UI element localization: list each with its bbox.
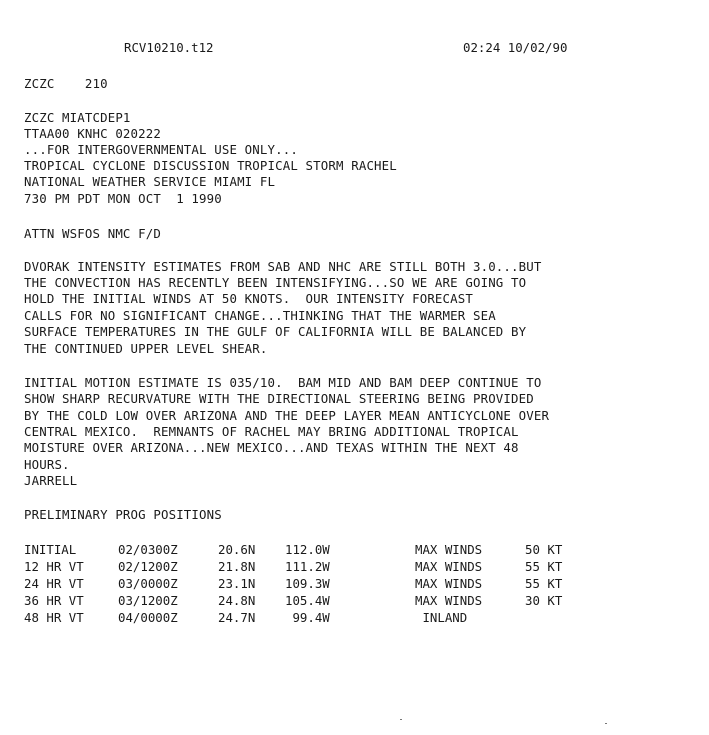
forecast-label: INITIAL [24, 542, 77, 557]
table-row [24, 541, 562, 558]
bulletin-line: ...FOR INTERGOVERNMENTAL USE ONLY... [24, 142, 298, 157]
paragraph-line: CALLS FOR NO SIGNIFICANT CHANGE...THINKING THAT THE WARMER SEA [24, 308, 496, 323]
longitude: 109.3W [285, 576, 330, 591]
zczc-line: ZCZC 210 [24, 76, 108, 91]
bulletin-line: NATIONAL WEATHER SERVICE MIAMI FL [24, 174, 276, 189]
winds-label: MAX WINDS [415, 593, 483, 608]
valid-time: 02/0300Z [118, 542, 178, 557]
issue-datetime: 730 PM PDT MON OCT 1 1990 [24, 191, 222, 206]
paragraph-line: MOISTURE OVER ARIZONA...NEW MEXICO...AND TEXAS WITHIN THE NEXT 48 [24, 440, 519, 455]
forecast-label: 48 HR VT [24, 610, 84, 625]
valid-time: 03/0000Z [118, 576, 178, 591]
paragraph-line: DVORAK INTENSITY ESTIMATES FROM SAB AND NHC ARE STILL BOTH 3.0...BUT [24, 259, 542, 274]
prog-positions-table [24, 541, 562, 626]
winds-label: MAX WINDS [415, 559, 483, 574]
valid-time: 03/1200Z [118, 593, 178, 608]
paragraph-line: INITIAL MOTION ESTIMATE IS 035/10. BAM MID AND BAM DEEP CONTINUE TO [24, 375, 542, 390]
paragraph-line: THE CONVECTION HAS RECENTLY BEEN INTENSIFYING...SO WE ARE GOING TO [24, 275, 527, 290]
winds-value: 55 KT [525, 559, 563, 574]
table-row [24, 558, 562, 575]
latitude: 24.7N [218, 610, 256, 625]
winds-value: 55 KT [525, 576, 563, 591]
paragraph-line: HOLD THE INITIAL WINDS AT 50 KNOTS. OUR INTENSITY FORECAST [24, 291, 473, 306]
bulletin-title: TROPICAL CYCLONE DISCUSSION TROPICAL STORM RACHEL [24, 158, 397, 173]
scan-speck [400, 719, 402, 720]
bulletin-line: TTAA00 KNHC 020222 [24, 126, 161, 141]
longitude: 112.0W [285, 542, 330, 557]
table-row [24, 575, 562, 592]
paragraph-line: HOURS. [24, 457, 70, 472]
longitude: 99.4W [285, 610, 330, 625]
latitude: 21.8N [218, 559, 256, 574]
paragraph-line: CENTRAL MEXICO. REMNANTS OF RACHEL MAY BRING ADDITIONAL TROPICAL [24, 424, 519, 439]
winds-label: MAX WINDS [415, 576, 483, 591]
valid-time: 02/1200Z [118, 559, 178, 574]
winds-label: INLAND [415, 610, 468, 625]
forecast-label: 36 HR VT [24, 593, 84, 608]
file-id: RCV10210.t12 [124, 40, 214, 55]
latitude: 20.6N [218, 542, 256, 557]
winds-value [525, 609, 562, 626]
winds-value: 50 KT [525, 542, 563, 557]
forecast-label: 12 HR VT [24, 559, 84, 574]
paragraph-line: THE CONTINUED UPPER LEVEL SHEAR. [24, 341, 268, 356]
prog-positions-title: PRELIMINARY PROG POSITIONS [24, 507, 222, 522]
bulletin-line: ZCZC MIATCDEP1 [24, 110, 131, 125]
latitude: 23.1N [218, 576, 256, 591]
table-row [24, 592, 562, 609]
latitude: 24.8N [218, 593, 256, 608]
scan-speck [605, 723, 607, 724]
longitude: 111.2W [285, 559, 330, 574]
forecast-label: 24 HR VT [24, 576, 84, 591]
transmission-time: 02:24 10/02/90 [463, 40, 568, 55]
paragraph-line: SURFACE TEMPERATURES IN THE GULF OF CALIFORNIA WILL BE BALANCED BY [24, 324, 527, 339]
paragraph-line: BY THE COLD LOW OVER ARIZONA AND THE DEEP LAYER MEAN ANTICYCLONE OVER [24, 408, 550, 423]
forecaster-signature: JARRELL [24, 473, 78, 488]
table-row [24, 609, 562, 626]
attn-line: ATTN WSFOS NMC F/D [24, 226, 161, 241]
longitude: 105.4W [285, 593, 330, 608]
winds-label: MAX WINDS [415, 542, 483, 557]
paragraph-line: SHOW SHARP RECURVATURE WITH THE DIRECTIONAL STEERING BEING PROVIDED [24, 391, 534, 406]
winds-value: 30 KT [525, 593, 563, 608]
valid-time: 04/0000Z [118, 610, 178, 625]
